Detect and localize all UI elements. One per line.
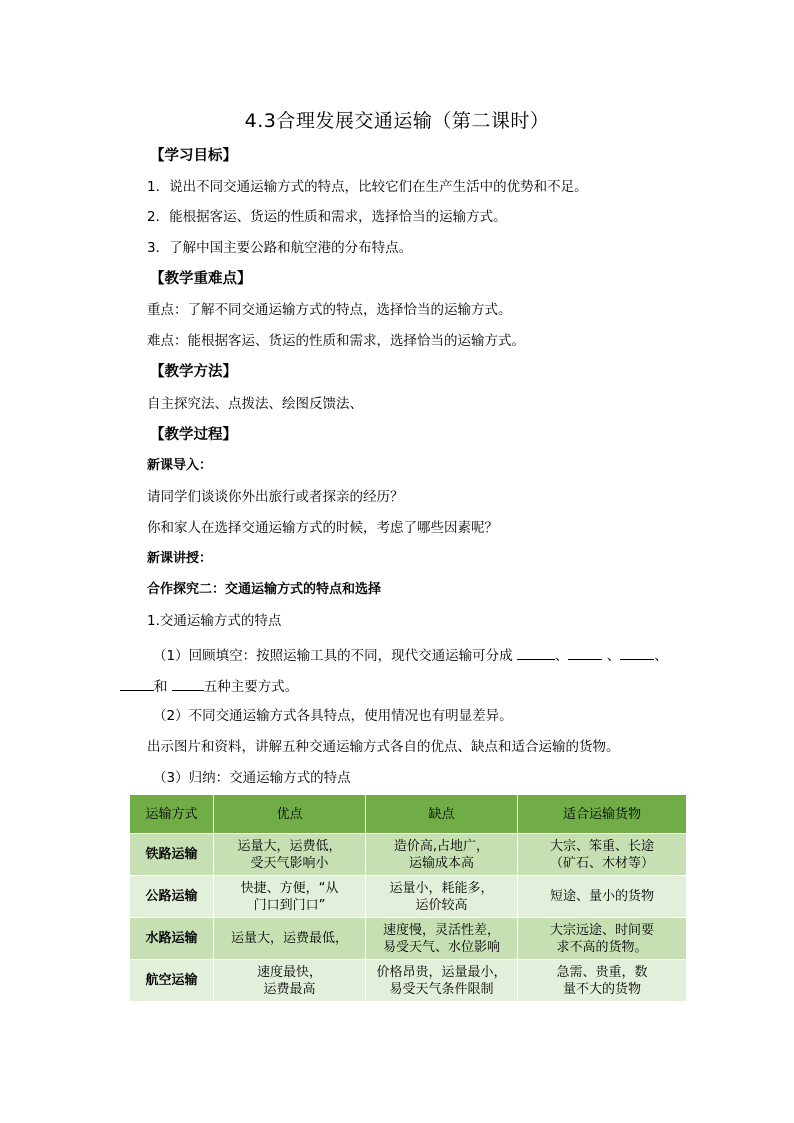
table-cell: 短途、量小的货物: [518, 876, 687, 918]
table-cell: 造价高,占地广， 运输成本高: [366, 834, 518, 876]
point-text: （2）不同交通运输方式各具特点，使用情况也有明显差异。: [153, 708, 513, 724]
answer-blank[interactable]: [517, 646, 555, 660]
explore-label: 合作探究二：交通运输方式的特点和选择: [147, 582, 382, 597]
fill-separator: 、: [654, 648, 668, 664]
table-cell: 大宗远途、时间要 求不高的货物。: [518, 918, 687, 960]
fill-separator: 、: [554, 648, 569, 664]
fill-and: 和: [154, 679, 168, 695]
methods-text: 自主探究法、点拨法、绘图反馈法、: [147, 396, 363, 412]
column-header: 优点: [214, 795, 366, 834]
intro-question: 请同学们谈谈你外出旅行或者探亲的经历？: [147, 489, 404, 505]
intro-question: 你和家人在选择交通运输方式的时候，考虑了哪些因素呢？: [147, 520, 498, 536]
table-cell: 快捷、方便，“从 门口到门口”: [214, 876, 366, 918]
subsection-title: 1.交通运输方式的特点: [147, 613, 282, 629]
methods-heading: 【教学方法】: [150, 364, 237, 380]
table-row: [130, 918, 687, 960]
fill-blank-line-2: [120, 677, 298, 696]
page-title: 4.3合理发展交通运输（第二课时）: [244, 110, 550, 132]
objective-item: 3．了解中国主要公路和航空港的分布特点。: [147, 240, 413, 256]
table-cell: 运量大，运费最低，: [214, 918, 366, 960]
column-header: 运输方式: [130, 795, 214, 834]
column-header: 缺点: [366, 795, 518, 834]
difficulty-text: 难点：能根据客运、货运的性质和需求，选择恰当的运输方式。: [147, 333, 525, 349]
fill-separator: 、: [606, 648, 621, 664]
objective-item: 1．说出不同交通运输方式的特点，比较它们在生产生活中的优势和不足。: [147, 179, 588, 195]
show-text: 出示图片和资料，讲解五种交通运输方式各自的优点、缺点和适合运输的货物。: [147, 739, 620, 755]
intro-label: 新课导入：: [147, 458, 213, 473]
transport-table: [129, 794, 687, 1002]
table-row: [130, 876, 687, 918]
lecture-label: 新课讲授：: [147, 551, 213, 566]
table-cell: 大宗、笨重、长途 （矿石、木材等）: [518, 834, 687, 876]
keypoints-heading: 【教学重难点】: [150, 271, 252, 287]
answer-blank[interactable]: [568, 646, 602, 660]
table-header-row: [130, 795, 687, 834]
answer-blank[interactable]: [172, 677, 204, 691]
table-cell: 运量大，运费低， 受天气影响小: [214, 834, 366, 876]
keypoint-text: 重点：了解不同交通运输方式的特点，选择恰当的运输方式。: [147, 302, 512, 318]
row-header: 水路运输: [130, 918, 214, 960]
answer-blank[interactable]: [620, 646, 654, 660]
objectives-heading: 【学习目标】: [150, 148, 237, 164]
table-cell: 速度最快， 运费最高: [214, 960, 366, 1002]
table-cell: 价格昂贵，运量最小， 易受天气条件限制: [366, 960, 518, 1002]
fill-blank-line-1: [153, 646, 668, 665]
table-row: [130, 960, 687, 1002]
objective-item: 2．能根据客运、货运的性质和需求，选择恰当的运输方式。: [147, 209, 507, 225]
table-cell: 速度慢，灵活性差， 易受天气、水位影响: [366, 918, 518, 960]
table-row: [130, 834, 687, 876]
fill-tail: 五种主要方式。: [203, 679, 299, 695]
summary-label: （3）归纳：交通运输方式的特点: [153, 770, 351, 786]
row-header: 公路运输: [130, 876, 214, 918]
row-header: 铁路运输: [130, 834, 214, 876]
column-header: 适合运输货物: [518, 795, 687, 834]
answer-blank[interactable]: [120, 677, 154, 691]
table-cell: 运量小，耗能多， 运价较高: [366, 876, 518, 918]
table-cell: 急需、贵重，数 量不大的货物: [518, 960, 687, 1002]
row-header: 航空运输: [130, 960, 214, 1002]
process-heading: 【教学过程】: [150, 427, 237, 443]
fill-text: （1）回顾填空：按照运输工具的不同，现代交通运输可分成: [153, 648, 513, 664]
